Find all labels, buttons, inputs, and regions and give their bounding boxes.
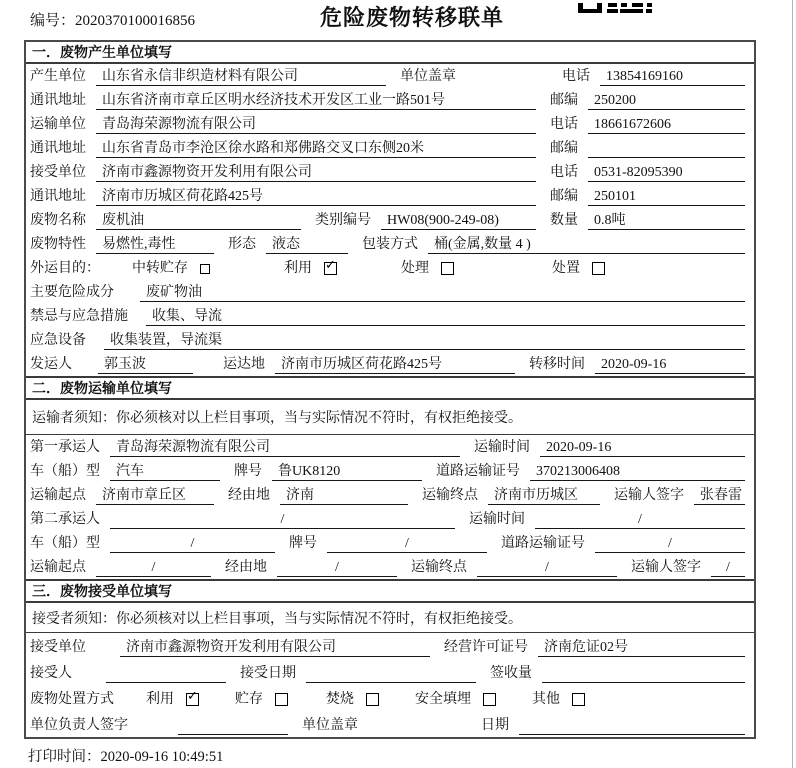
field-label: 经营许可证号 (444, 640, 528, 655)
spacer (110, 277, 124, 278)
transport-unit-row (26, 112, 754, 136)
transporter-notice: 运输者须知：你必须核对以上栏目事项，当与实际情况不符时，有权拒绝接受。 (26, 400, 754, 435)
field-label: 接受日期 (240, 666, 296, 681)
field-label: 经由地 (228, 488, 270, 503)
field-label: 运输起点 (30, 488, 86, 503)
field-value: 济南市鑫源物资开发利用有限公司 (96, 163, 536, 182)
spacer (138, 325, 146, 326)
spacer (199, 708, 227, 709)
field-label: 利用 (146, 692, 174, 707)
field-value: HW08(900-249-08) (381, 211, 536, 230)
field-value (106, 664, 226, 683)
spacer (454, 277, 544, 278)
route-row (26, 483, 754, 507)
field-label: 运输终点 (411, 560, 467, 575)
section3-header (26, 579, 754, 603)
field-label: 转移时间 (529, 357, 585, 372)
field-label: 车（船）型 (30, 536, 100, 551)
field-value (178, 716, 288, 735)
field-value (519, 716, 745, 735)
spacer (288, 708, 318, 709)
transfer-purpose-row (26, 256, 754, 280)
field-label: 贮存 (235, 692, 263, 707)
field-label: 道路运输证号 (501, 536, 585, 551)
field-label: 利用 (284, 261, 312, 276)
field-label: 日期 (481, 718, 509, 733)
route-row-2 (26, 555, 754, 579)
field-label: 数量 (550, 213, 578, 228)
field-value: / (277, 558, 397, 577)
receiver-notice: 接受者须知：你必须核对以上栏目事项，当与实际情况不符时，有权拒绝接受。 (26, 603, 754, 633)
serial-label: 编号： (30, 13, 76, 29)
field-label: 接受人 (30, 666, 72, 681)
field-value: 济南市历城区荷花路425号 (96, 187, 536, 206)
spacer (138, 734, 178, 735)
field-label: 接受单位 (30, 640, 86, 655)
field-label: 邮编 (550, 141, 578, 156)
field-value: 桶(金属,数量 4 ) (428, 235, 745, 254)
section1-header (26, 42, 754, 64)
field-label: 发运人 (30, 357, 72, 372)
field-label: 牌号 (234, 464, 262, 479)
field-value: / (110, 534, 275, 553)
field-value: 易燃性,毒性 (96, 235, 214, 254)
spacer (368, 734, 473, 735)
spacer (124, 708, 138, 709)
field-value: 山东省济南市章丘区明水经济技术开发区工业一路501号 (96, 91, 536, 110)
field-value: 收集、导流 (146, 307, 745, 326)
checkbox-other-icon (572, 693, 585, 706)
field-value (588, 139, 745, 158)
field-value: 济南市鑫源物资开发利用有限公司 (120, 638, 430, 657)
producer-address-row (26, 88, 754, 112)
field-value: 13854169160 (600, 67, 745, 86)
field-label: 包装方式 (362, 237, 418, 252)
field-value: 张春雷 (694, 486, 745, 505)
field-label: 运输人签字 (631, 560, 701, 575)
section1-rows (26, 64, 754, 376)
spacer (496, 708, 524, 709)
section2-title: 二．废物运输单位填写 (32, 381, 172, 397)
spacer (82, 373, 98, 374)
field-label: 中转贮存 (132, 261, 188, 276)
field-value: 液态 (266, 235, 348, 254)
field-label: 邮编 (550, 93, 578, 108)
field-label: 运输时间 (469, 512, 525, 527)
field-label: 车（船）型 (30, 464, 100, 479)
field-value: / (595, 534, 745, 553)
page-edge-line (792, 0, 793, 768)
spacer (466, 85, 554, 86)
signature-row (26, 711, 754, 737)
checkbox-utilize-icon (324, 262, 337, 275)
field-label: 通讯地址 (30, 141, 86, 156)
checkbox-treat-icon (441, 262, 454, 275)
field-label: 类别编号 (315, 213, 371, 228)
field-label: 单位盖章 (302, 718, 358, 733)
print-time (28, 745, 796, 766)
field-label: 运输时间 (474, 440, 530, 455)
second-carrier-row (26, 507, 754, 531)
first-carrier-row (26, 435, 754, 459)
section2-header (26, 376, 754, 400)
spacer (96, 656, 120, 657)
field-value (542, 664, 745, 683)
checkbox-dispose-icon (592, 262, 605, 275)
field-value: 山东省永信非织造材料有限公司 (96, 67, 386, 86)
disposal-method-row (26, 685, 754, 711)
hazard-component-row (26, 280, 754, 304)
field-label: 电话 (550, 165, 578, 180)
checkbox-transfer-storage-icon (200, 264, 210, 274)
field-value: / (96, 558, 211, 577)
field-label: 单位负责人签字 (30, 718, 128, 733)
transfer-form (24, 40, 756, 739)
field-label: 牌号 (289, 536, 317, 551)
field-label: 通讯地址 (30, 93, 86, 108)
checkbox-incinerate-icon (366, 693, 379, 706)
receiver-address-row (26, 184, 754, 208)
field-label: 废物名称 (30, 213, 86, 228)
page-header (0, 0, 796, 40)
spacer (337, 277, 393, 278)
field-label: 签收量 (490, 666, 532, 681)
field-value: 收集装置，导流渠 (104, 331, 745, 350)
field-value: 370213006408 (530, 462, 745, 481)
print-time-value: 2020-09-16 10:49:51 (100, 749, 224, 765)
field-label: 其他 (532, 692, 560, 707)
field-label: 通讯地址 (30, 189, 86, 204)
field-value: 济南市章丘区 (96, 486, 214, 505)
checkbox-store-icon (275, 693, 288, 706)
checkbox-utilize-receive-icon (186, 693, 199, 706)
field-value: 0531-82095390 (588, 163, 745, 182)
field-value: / (110, 510, 455, 529)
field-value: 2020-09-16 (540, 438, 745, 457)
spacer (96, 349, 104, 350)
field-value: 250101 (588, 187, 745, 206)
waste-property-row (26, 232, 754, 256)
field-label: 电话 (562, 69, 590, 84)
emergency-equipment-row (26, 328, 754, 352)
section3-rows (26, 633, 754, 737)
field-value: / (711, 558, 745, 577)
field-label: 外运目的： (30, 261, 100, 276)
field-value: 青岛海荣源物流有限公司 (110, 438, 460, 457)
field-label: 焚烧 (326, 692, 354, 707)
field-label: 单位盖章 (400, 69, 456, 84)
field-label: 运输起点 (30, 560, 86, 575)
field-value: / (535, 510, 745, 529)
field-label: 产生单位 (30, 69, 86, 84)
serial-number (30, 9, 195, 30)
qr-code-icon (578, 0, 652, 18)
spacer (210, 277, 276, 278)
receive-person-row (26, 659, 754, 685)
section1-title: 一．废物产生单位填写 (32, 45, 172, 61)
field-value: 青岛海荣源物流有限公司 (96, 115, 536, 134)
field-value: 废矿物油 (140, 283, 745, 302)
receiver-unit-row (26, 160, 754, 184)
field-label: 经由地 (225, 560, 267, 575)
field-value: 济南市历城区 (488, 486, 600, 505)
field-label: 禁忌与应急措施 (30, 309, 128, 324)
serial-value: 2020370100016856 (75, 13, 196, 29)
field-label: 废物处置方式 (30, 692, 114, 707)
spacer (124, 301, 140, 302)
field-label: 运输终点 (422, 488, 478, 503)
field-value: 250200 (588, 91, 745, 110)
field-label: 第一承运人 (30, 440, 100, 455)
field-label: 邮编 (550, 189, 578, 204)
field-label: 接受单位 (30, 165, 86, 180)
field-label: 运输人签字 (614, 488, 684, 503)
page-title: 危险废物转移联单 (320, 6, 505, 31)
field-value: 18661672606 (588, 115, 745, 134)
field-label: 形态 (228, 237, 256, 252)
vehicle-type-row-2 (26, 531, 754, 555)
section2-rows (26, 435, 754, 579)
field-label: 安全填埋 (415, 692, 471, 707)
field-label: 处置 (552, 261, 580, 276)
field-value: / (327, 534, 487, 553)
spacer (199, 373, 215, 374)
spacer (82, 682, 106, 683)
field-value: 2020-09-16 (595, 355, 745, 374)
field-label: 主要危险成分 (30, 285, 114, 300)
field-label: 废物特性 (30, 237, 86, 252)
field-value: 山东省青岛市李沧区徐水路和郑佛路交叉口东侧20米 (96, 139, 536, 158)
print-time-label: 打印时间： (28, 749, 101, 765)
spacer (379, 708, 407, 709)
field-value (306, 664, 476, 683)
vehicle-type-row (26, 459, 754, 483)
field-value: 济南市历城区荷花路425号 (275, 355, 515, 374)
field-label: 应急设备 (30, 333, 86, 348)
section3-title: 三．废物接受单位填写 (32, 584, 172, 600)
field-label: 处理 (401, 261, 429, 276)
field-value: 汽车 (110, 462, 220, 481)
field-label: 电话 (550, 117, 578, 132)
field-value: 鲁UK8120 (272, 462, 422, 481)
field-value: 济南危证02号 (538, 638, 745, 657)
receive-unit-row (26, 633, 754, 659)
field-value: 废机油 (96, 211, 301, 230)
field-label: 运输单位 (30, 117, 86, 132)
field-label: 第二承运人 (30, 512, 100, 527)
transport-address-row (26, 136, 754, 160)
producer-unit-row (26, 64, 754, 88)
shipper-row (26, 352, 754, 376)
emergency-measures-row (26, 304, 754, 328)
field-value: / (477, 558, 617, 577)
field-value: 郭玉波 (98, 355, 193, 374)
field-value: 济南 (280, 486, 408, 505)
field-label: 道路运输证号 (436, 464, 520, 479)
field-label: 运达地 (223, 357, 265, 372)
field-value: 0.8吨 (588, 211, 745, 230)
waste-name-row (26, 208, 754, 232)
checkbox-landfill-icon (483, 693, 496, 706)
